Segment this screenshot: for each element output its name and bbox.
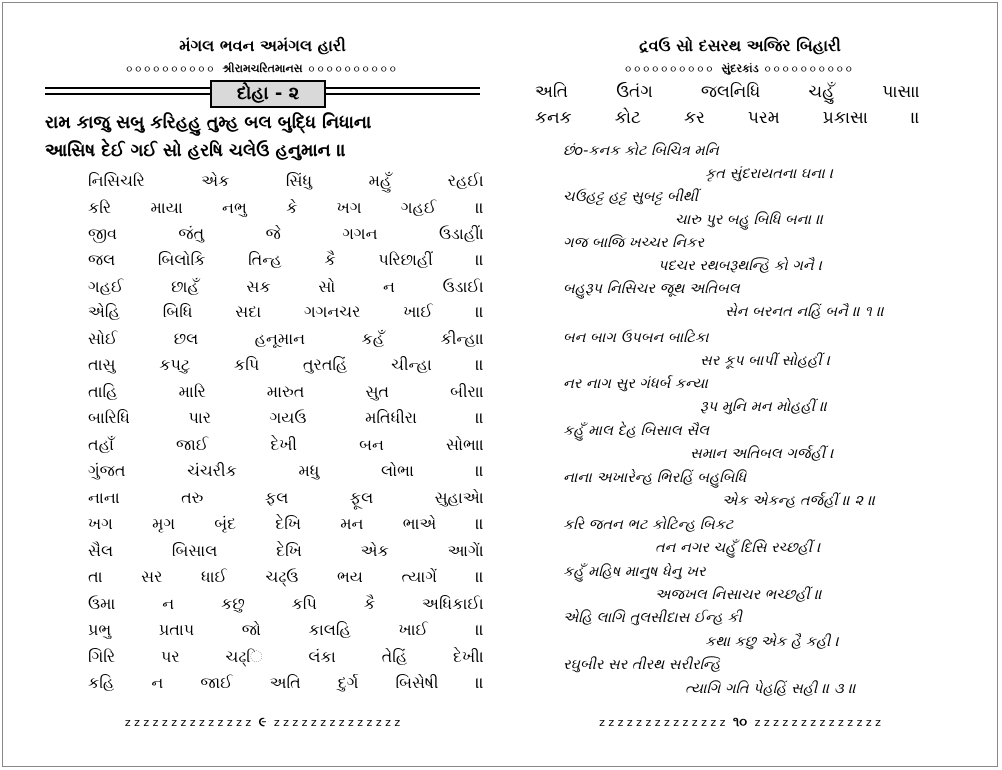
chhand-line: કરિ જતન ભટ કોટિન્હ બિકટ	[563, 517, 734, 533]
doha-line: આસિષ દેઈ ગઈ સો હરષિ ચલેઉ હનુમાન ॥	[45, 141, 347, 161]
right-running-header: દ્રવઉ સો દસરથ અજિર બિહારી	[639, 36, 841, 55]
chhand-line: અજખલ નિસાચર ભચ્છહીં ॥	[655, 587, 822, 603]
left-header-rule	[40, 62, 485, 76]
verse-line: સોઈ છલ હનૂમાન કહઁ કીન્હા।	[88, 329, 484, 348]
chhand-line: બન બાગ ઉપબન બાટિકા	[563, 330, 709, 346]
chhand-line: છંo-કનક કોટ બિચિત્ર મનિ	[563, 143, 719, 159]
left-page-footer	[40, 715, 485, 730]
right-header-rule	[525, 62, 955, 76]
chhand-line: સર કૂપ બાપીં સોહહીં ।	[700, 353, 831, 369]
left-ornament-right: ૦૦૦૦૦૦૦૦૦૦	[308, 63, 399, 75]
page-number: ૧૦	[732, 715, 748, 730]
chhand-line: કહુઁ માલ દેહ બિસાલ સૈલ	[563, 423, 710, 439]
chhand-line: નાના અખારેન્હ ભિરહિં બહુબિધિ	[563, 470, 747, 486]
chhand-line: કહુઁ મહિષ માનુષ ધેનુ ખર	[563, 564, 706, 580]
verse-line: અતિ ઉતંગ જલનિધિ ચહુઁ પાસા।	[535, 82, 920, 102]
verse-line: નાના તરુ ફલ ફૂલ સુહાએ।	[88, 488, 484, 507]
verse-line: કનક કોટ કર પરમ પ્રકાસા ॥	[535, 108, 920, 128]
verse-line: તાહિ મારિ મારુત સુત બીરા।	[88, 382, 484, 401]
footer-ornament: z z z z z z z z z z z z z z	[599, 716, 726, 729]
chhand-line: એહિ લાગિ તુલસીદાસ ઈન્હ કી	[563, 610, 742, 626]
verse-line: ઉમા ન કછુ કપિ કૈ અધિકાઈ।	[88, 594, 484, 613]
chhand-line: ગજ બાજિ ખચ્ચર નિકર	[563, 235, 704, 251]
left-ornament-left: ૦૦૦૦૦૦૦૦૦૦	[126, 63, 217, 75]
verse-line: ખગ મૃગ બૃંદ દેખિ મન ભાએ ॥	[88, 514, 484, 533]
chhand-line: ચઉહટ્ટ હટ્ટ સુબટ્ટ બીથીં	[563, 189, 699, 205]
chhand-line: ત્યાગિ ગતિ પેહહિં સહી ॥ ૩ ॥	[685, 681, 856, 697]
left-running-header: મંગલ ભવન અમંગલ હારી	[179, 36, 346, 55]
chhand-line: રૂપ મુનિ મન મોહહીં ॥	[700, 399, 828, 415]
doha-heading	[45, 80, 480, 106]
verse-line: જલ બિલોકિ તિન્હ કૈ પરિછાહીં ॥	[88, 250, 484, 269]
verse-line: ગહઈ છાહઁ સક સો ન ઉડાઈ।	[88, 277, 484, 296]
right-book-label: સુંદરકાંડ	[721, 62, 759, 75]
right-ornament-left: ૦૦૦૦૦૦૦૦૦૦	[625, 63, 716, 75]
right-ornament-right: ૦૦૦૦૦૦૦૦૦૦	[764, 63, 855, 75]
verse-line: પ્રભુ પ્રતાપ જો કાલહિ ખાઈ ॥	[88, 620, 484, 639]
page-number: ૯	[258, 715, 267, 730]
chhand-line: સમાન અતિબલ ગર્જહીં ।	[690, 446, 834, 462]
chhand-line: એક એકન્હ તર્જહીં ॥ ૨ ॥	[722, 493, 876, 509]
verse-line: તાસુ કપટુ કપિ તુરતહિં ચીન્હા ॥	[88, 355, 484, 374]
footer-ornament: z z z z z z z z z z z z z z	[754, 716, 881, 729]
chhand-line: પદચર રથબરૂથન્હિ કો ગનૈ ।	[658, 258, 823, 274]
verse-line: કહિ ન જાઈ અતિ દુર્ગ બિસેષી ॥	[88, 673, 484, 692]
footer-ornament: z z z z z z z z z z z z z z	[273, 716, 401, 729]
verse-line: જીવ જંતુ જે ગગન ઉડાહીં।	[88, 224, 484, 243]
verse-line: બારિધિ પાર ગયઉ મતિધીરા ॥	[88, 408, 484, 427]
verse-line: ગિરિ પર ચઢ્િ લંકા તેહિં દેખી।	[88, 647, 484, 666]
verse-line: તહાઁ જાઈ દેખી બન સોભા।	[88, 435, 484, 454]
verse-line: સૈલ બિસાલ દેખિ એક આગેં।	[88, 541, 484, 560]
doha-line: રામ કાજુ સબુ કરિહહુ તુમ્હ બલ બુદ્ધિ નિધાન।	[45, 113, 372, 133]
left-book-label: શ્રીરામચરિતમાનસ	[222, 62, 303, 75]
footer-ornament: z z z z z z z z z z z z z z	[124, 716, 252, 729]
chhand-line: કથા કછુ એક હૈ કહી ।	[705, 634, 839, 650]
chhand-line: બહુરૂપ નિસિચર જૂથ અતિબલ	[563, 281, 740, 297]
chhand-line: તન નગર ચહુઁ દિસિ રચ્છહીં ।	[655, 540, 821, 556]
chhand-line: નર નાગ સુર ગંધર્બ કન્યા	[563, 376, 708, 392]
right-page-footer	[525, 715, 955, 730]
left-page	[40, 0, 485, 770]
chhand-line: સેન બરનત નહિં બનૈ ॥ ૧ ॥	[725, 304, 885, 320]
verse-line: કરિ માયા નભુ કે ખગ ગહઈ ॥	[88, 198, 484, 217]
verse-line: તા સર ધાઈ ચઢ્ઉ ભય ત્યાગેં ॥	[88, 567, 484, 586]
chhand-line: કૃત સુંદરાયતના ઘના ।	[705, 166, 834, 182]
chhand-line: રઘુબીર સર તીરથ સરીરન્હિ	[563, 657, 721, 673]
verse-line: ગુંજત ચંચરીક મધુ લોભા ॥	[88, 461, 484, 480]
chhand-line: ચારુ પુર બહુ બિધિ બના ॥	[675, 212, 824, 228]
verse-line: નિસિચરિ એક સિંધુ મહુઁ રહઈ।	[88, 171, 484, 190]
doha-label: દોહા - ૨	[210, 80, 326, 108]
verse-line: એહિ બિધિ સદા ગગનચર ખાઈ ॥	[88, 302, 484, 321]
right-page	[525, 0, 955, 770]
